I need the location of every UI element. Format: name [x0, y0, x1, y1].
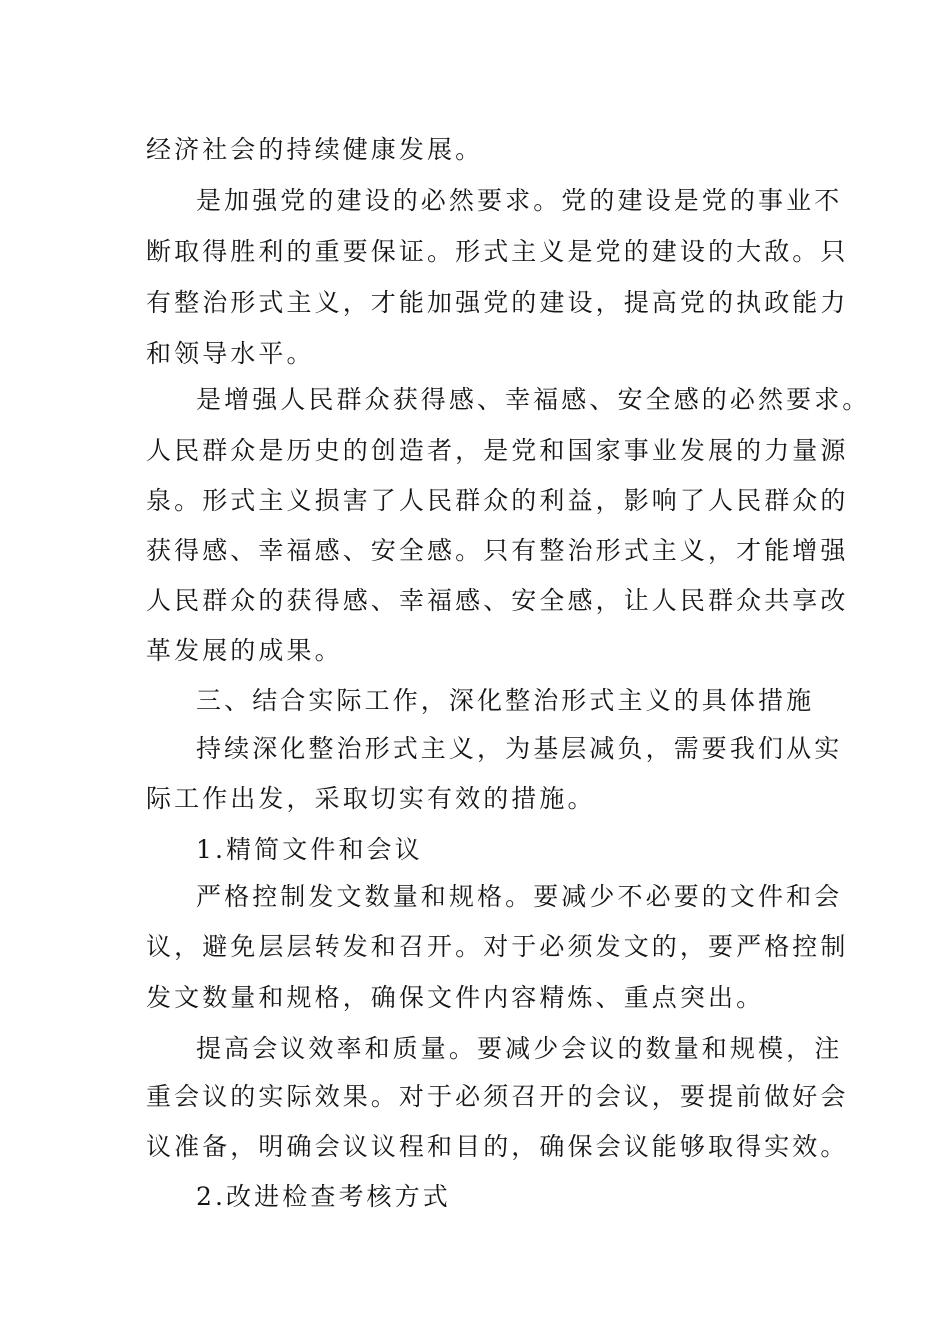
text-line: 经济社会的持续健康发展。: [146, 135, 484, 164]
text-line: 发文数量和规格，确保文件内容精炼、重点突出。: [146, 983, 765, 1012]
text-line: 断取得胜利的重要保证。形式主义是党的建设的大敌。只: [146, 237, 849, 266]
subsection-heading: 2.改进检查考核方式: [196, 1182, 451, 1211]
paragraph-start-line: 是增强人民群众获得感、幸福感、安全感的必然要求。: [196, 385, 871, 414]
paragraph-start-line: 严格控制发文数量和规格。要减少不必要的文件和会: [196, 882, 843, 911]
text-line: 和领导水平。: [146, 339, 315, 368]
paragraph-start-line: 是加强党的建设的必然要求。党的建设是党的事业不: [196, 186, 843, 215]
section-heading: 三、结合实际工作，深化整治形式主义的具体措施: [196, 686, 815, 715]
paragraph-start-line: 持续深化整治形式主义，为基层减负，需要我们从实: [196, 734, 843, 763]
paragraph-start-line: 提高会议效率和质量。要减少会议的数量和规模，注: [196, 1034, 843, 1063]
text-line: 议，避免层层转发和召开。对于必须发文的，要严格控制: [146, 932, 849, 961]
text-line: 泉。形式主义损害了人民群众的利益，影响了人民群众的: [146, 486, 849, 515]
text-line: 议准备，明确会议议程和目的，确保会议能够取得实效。: [146, 1132, 849, 1161]
text-line: 人民群众的获得感、幸福感、安全感，让人民群众共享改: [146, 586, 849, 615]
subsection-heading: 1.精简文件和会议: [196, 835, 423, 864]
text-line: 获得感、幸福感、安全感。只有整治形式主义，才能增强: [146, 536, 849, 565]
text-line: 重会议的实际效果。对于必须召开的会议，要提前做好会: [146, 1082, 849, 1111]
text-line: 际工作出发，采取切实有效的措施。: [146, 784, 596, 813]
text-line: 革发展的成果。: [146, 636, 343, 665]
text-line: 有整治形式主义，才能加强党的建设，提高党的执政能力: [146, 288, 849, 317]
text-line: 人民群众是历史的创造者，是党和国家事业发展的力量源: [146, 436, 849, 465]
